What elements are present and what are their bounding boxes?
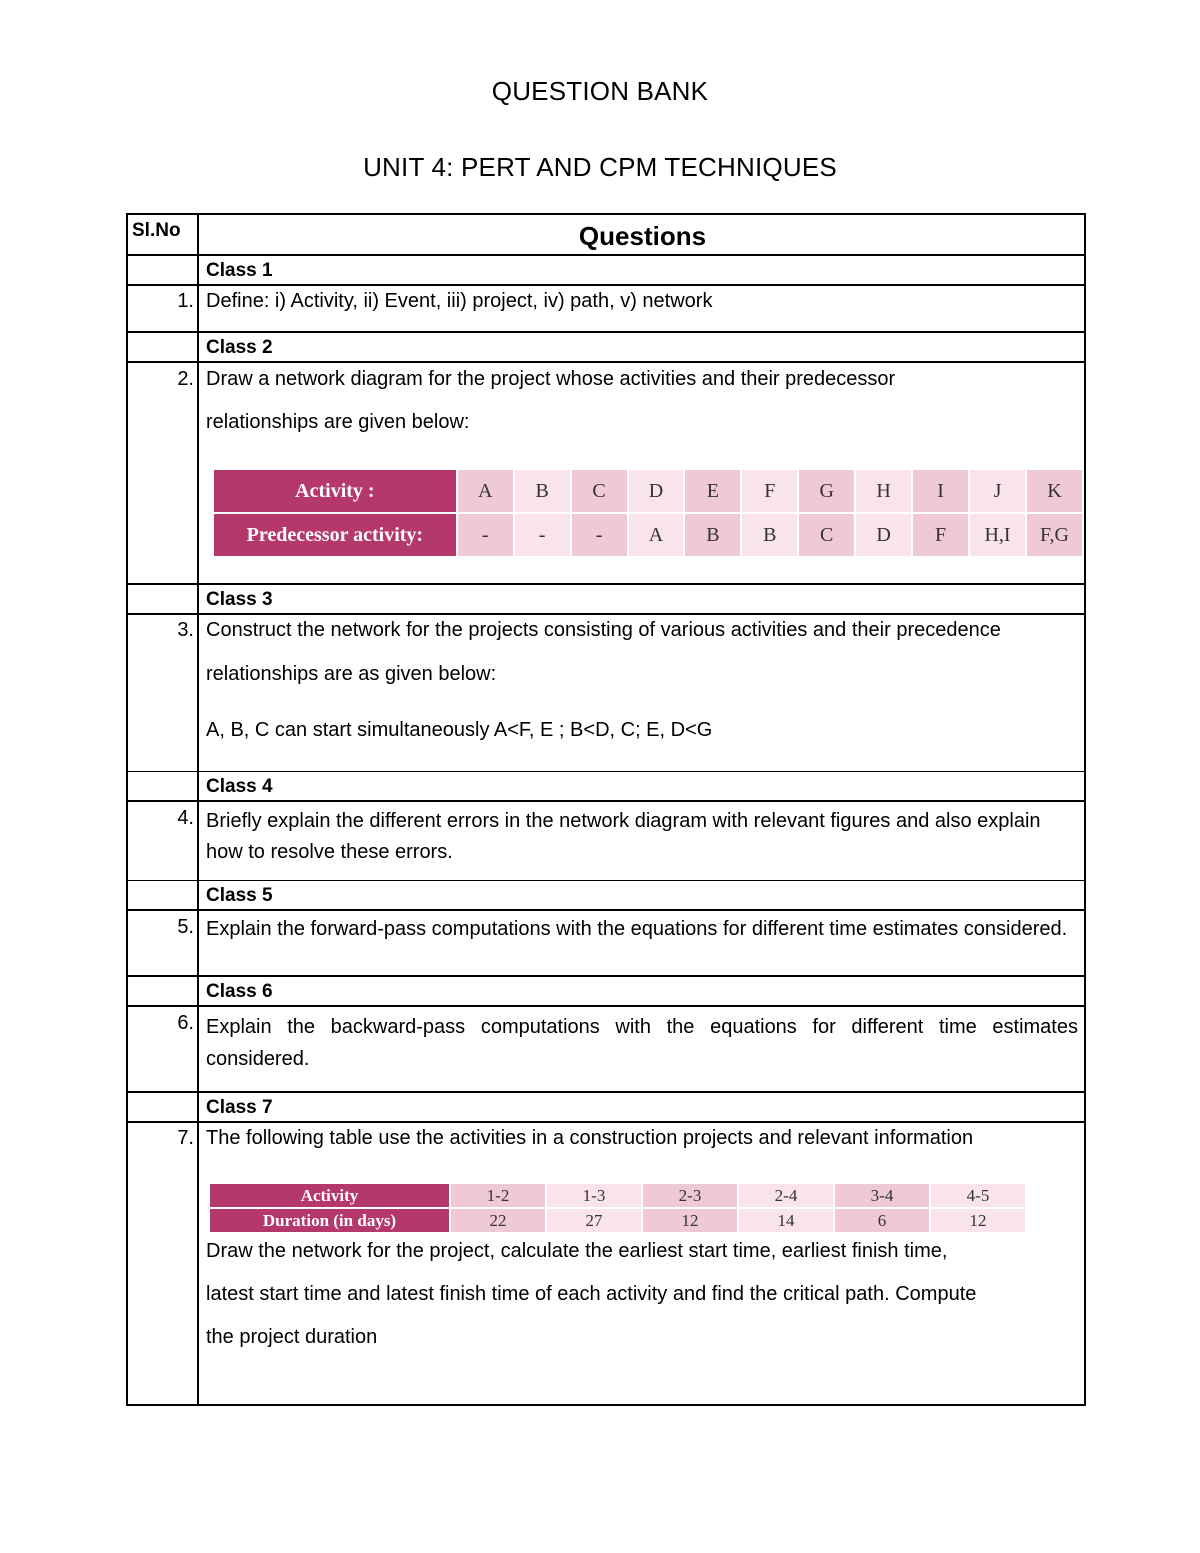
row-divider	[128, 1091, 1084, 1093]
row-divider	[128, 1121, 1084, 1123]
question-7-line-4: the project duration	[206, 1326, 378, 1348]
row-divider	[128, 361, 1084, 363]
activity-cell: 3-4	[835, 1184, 929, 1207]
activity-cell: A	[458, 470, 513, 512]
predecessor-cell: -	[515, 514, 570, 556]
question-3-line-2: relationships are as given below:	[206, 663, 497, 685]
activity-cell: C	[572, 470, 627, 512]
predecessor-cell: F	[913, 514, 968, 556]
question-number-2: 2.	[177, 368, 194, 390]
row-divider	[128, 771, 1084, 772]
predecessor-cell: -	[572, 514, 627, 556]
row-divider	[128, 800, 1084, 802]
activity-cell: 4-5	[931, 1184, 1025, 1207]
question-table	[126, 213, 1086, 1406]
duration-row	[210, 1209, 1025, 1232]
page-title: QUESTION BANK	[491, 76, 709, 106]
activity-row	[214, 470, 1082, 512]
row-divider	[128, 583, 1084, 585]
activity-cell: H	[856, 470, 911, 512]
question-number-6: 6.	[177, 1012, 194, 1034]
question-number-7: 7.	[177, 1127, 194, 1149]
row-divider	[128, 880, 1084, 881]
question-3-line-1: Construct the network for the projects consisting of various activities and their precedence	[206, 619, 1001, 641]
class-4-label: Class 4	[206, 776, 273, 797]
question-7-line-1: The following table use the activities in a construction projects and relevant information	[206, 1127, 974, 1149]
activity-cell: G	[799, 470, 854, 512]
class-3-label: Class 3	[206, 589, 273, 610]
unit-title: UNIT 4: PERT AND CPM TECHNIQUES	[363, 152, 837, 182]
question-5: Explain the forward-pass computations with the equations for different time estimates considered.	[206, 918, 1068, 940]
duration-cell: 12	[643, 1209, 737, 1232]
activity-cell: 2-3	[643, 1184, 737, 1207]
question-6: Explain the backward-pass computations with the equations for different time estimates considered.	[206, 1016, 1078, 1070]
activity-cell: 1-2	[451, 1184, 545, 1207]
row-divider	[128, 613, 1084, 615]
predecessor-cell: A	[629, 514, 684, 556]
predecessor-row	[214, 514, 1082, 556]
activity-row	[210, 1184, 1025, 1207]
question-number-4: 4.	[177, 807, 194, 829]
activity-label: Activity :	[214, 470, 456, 512]
duration-cell: 22	[451, 1209, 545, 1232]
row-divider	[128, 975, 1084, 977]
duration-cell: 12	[931, 1209, 1025, 1232]
duration-label: Duration (in days)	[210, 1209, 449, 1232]
duration-table	[208, 1182, 1027, 1234]
class-5-label: Class 5	[206, 885, 273, 906]
question-number-5: 5.	[177, 916, 194, 938]
predecessor-label: Predecessor activity:	[214, 514, 456, 556]
duration-cell: 14	[739, 1209, 833, 1232]
predecessor-cell: B	[685, 514, 740, 556]
activity-cell: E	[685, 470, 740, 512]
predecessor-table	[212, 468, 1084, 558]
column-divider	[197, 215, 199, 1404]
question-7-line-2: Draw the network for the project, calculate the earliest start time, earliest finish time,	[206, 1240, 948, 1262]
question-number-3: 3.	[177, 619, 194, 641]
questions-header: Questions	[578, 221, 707, 251]
row-divider	[128, 254, 1084, 256]
question-7-line-3: latest start time and latest finish time of each activity and find the critical path. Compute	[206, 1283, 977, 1305]
duration-cell: 27	[547, 1209, 641, 1232]
question-1: Define: i) Activity, ii) Event, iii) project, iv) path, v) network	[206, 290, 713, 312]
question-number-1: 1.	[177, 290, 194, 312]
question-2-line-1: Draw a network diagram for the project whose activities and their predecessor	[206, 368, 896, 390]
activity-cell: D	[629, 470, 684, 512]
question-2-line-2: relationships are given below:	[206, 411, 470, 433]
class-2-label: Class 2	[206, 337, 273, 358]
predecessor-cell: -	[458, 514, 513, 556]
class-1-label: Class 1	[206, 260, 273, 281]
predecessor-cell: F,G	[1027, 514, 1082, 556]
row-divider	[128, 331, 1084, 333]
class-6-label: Class 6	[206, 981, 273, 1002]
row-divider	[128, 1005, 1084, 1007]
activity-cell: F	[742, 470, 797, 512]
activity-cell: B	[515, 470, 570, 512]
row-divider	[128, 909, 1084, 911]
activity-cell: I	[913, 470, 968, 512]
duration-cell: 6	[835, 1209, 929, 1232]
activity-label: Activity	[210, 1184, 449, 1207]
class-7-label: Class 7	[206, 1097, 273, 1118]
predecessor-cell: D	[856, 514, 911, 556]
activity-cell: K	[1027, 470, 1082, 512]
row-divider	[128, 284, 1084, 286]
predecessor-cell: B	[742, 514, 797, 556]
predecessor-cell: C	[799, 514, 854, 556]
slno-header: Sl.No	[132, 220, 181, 241]
question-4: Briefly explain the different errors in the network diagram with relevant figures and also explain how to resolve these errors.	[206, 810, 1041, 863]
predecessor-cell: H,I	[970, 514, 1025, 556]
activity-cell: 2-4	[739, 1184, 833, 1207]
activity-cell: J	[970, 470, 1025, 512]
question-3-line-3: A, B, C can start simultaneously A<F, E ; B<D, C; E, D<G	[206, 719, 713, 741]
activity-cell: 1-3	[547, 1184, 641, 1207]
